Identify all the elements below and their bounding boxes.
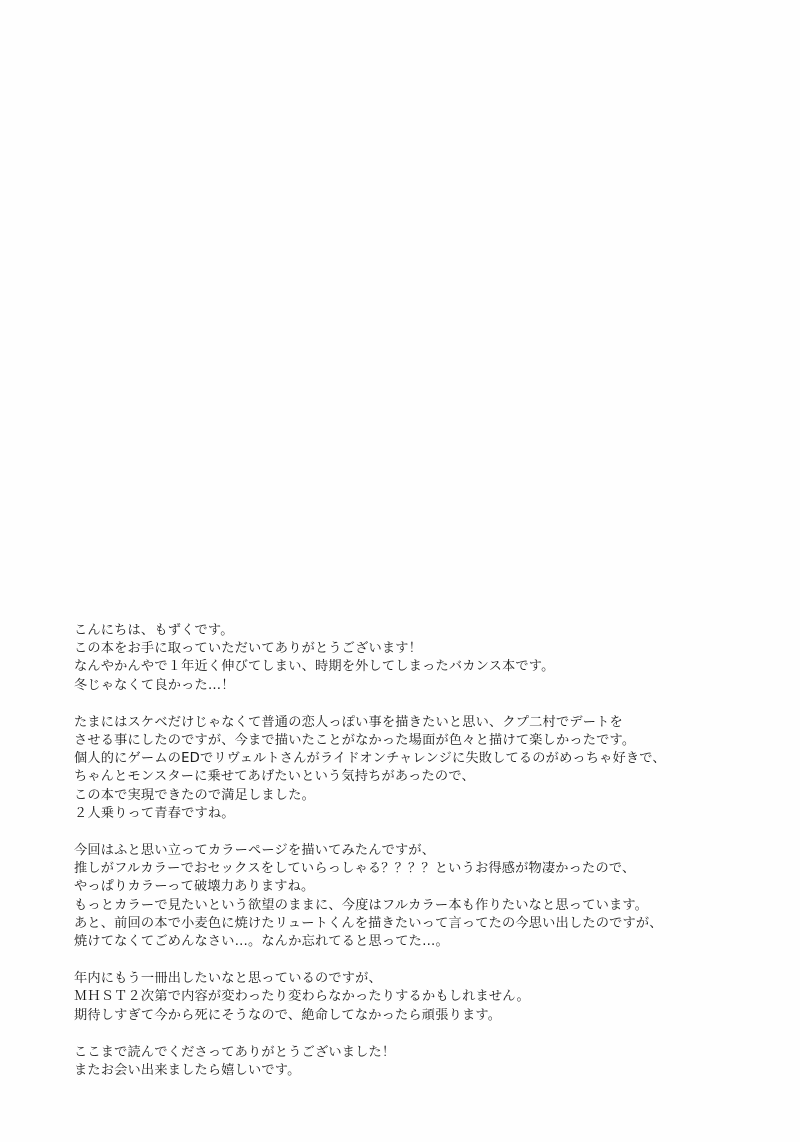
text-line: 年内にもう一冊出したいなと思っているのですが、 bbox=[74, 971, 382, 987]
text-line: この本をお手に取っていただいてありがとうございます！ bbox=[74, 641, 423, 657]
text-line: たまにはスケベだけじゃなくて普通の恋人っぽい事を描きたいと思い、クプ二村でデートを bbox=[74, 714, 623, 730]
text-line: 冬じゃなくて良かった…！ bbox=[74, 677, 235, 693]
text-line: ＭＨＳＴ２次第で内容が変わったり変わらなかったりするかもしれません。 bbox=[74, 989, 530, 1005]
text-line: 今回はふと思い立ってカラーページを描いてみたんですが、 bbox=[74, 843, 436, 859]
text-line: 焼けてなくてごめんなさい…。なんか忘れてると思ってた…。 bbox=[74, 934, 449, 950]
text-line: 推しがフルカラーでおセックスをしていらっしゃる？？？？というお得感が物凄かったので、 bbox=[74, 861, 636, 877]
text-line: ここまで読んでくださってありがとうございました！ bbox=[74, 1044, 396, 1060]
paragraph-color-pages bbox=[74, 842, 774, 951]
text-line: ちゃんとモンスターに乗せてあげたいという気持ちがあったので、 bbox=[74, 769, 475, 785]
text-line: またお会い出来ましたら嬉しいです。 bbox=[74, 1063, 301, 1079]
text-line: ２人乗りって青春ですね。 bbox=[74, 805, 235, 821]
text-line: 期待しすぎて今から死にそうなので、絶命してなかったら頑張ります。 bbox=[74, 1007, 502, 1023]
paragraph-story bbox=[74, 714, 774, 823]
afterword-text bbox=[74, 622, 774, 1080]
paragraph-next-book bbox=[74, 970, 774, 1025]
text-line: あと、前回の本で小麦色に焼けたリュートくんを描きたいって言ってたの今思い出したのですが、 bbox=[74, 915, 663, 931]
text-line: なんやかんやで１年近く伸びてしまい、時期を外してしまったバカンス本です。 bbox=[74, 659, 555, 675]
text-line: させる事にしたのですが、今まで描いたことがなかった場面が色々と描けて楽しかったです。 bbox=[74, 733, 636, 749]
text-line: この本で実現できたので満足しました。 bbox=[74, 787, 315, 803]
paragraph-closing bbox=[74, 1044, 774, 1080]
paragraph-greeting bbox=[74, 622, 774, 695]
text-line: こんにちは、もずくです。 bbox=[74, 623, 234, 638]
text-line: 個人的にゲームのEDでリヴェルトさんがライドオンチャレンジに失敗してるのがめっちゃ好きで、 bbox=[74, 751, 666, 767]
text-line: もっとカラーで見たいという欲望のままに、今度はフルカラー本も作りたいなと思っています。 bbox=[74, 897, 649, 913]
text-line: やっぱりカラーって破壊力ありますね。 bbox=[74, 879, 315, 895]
